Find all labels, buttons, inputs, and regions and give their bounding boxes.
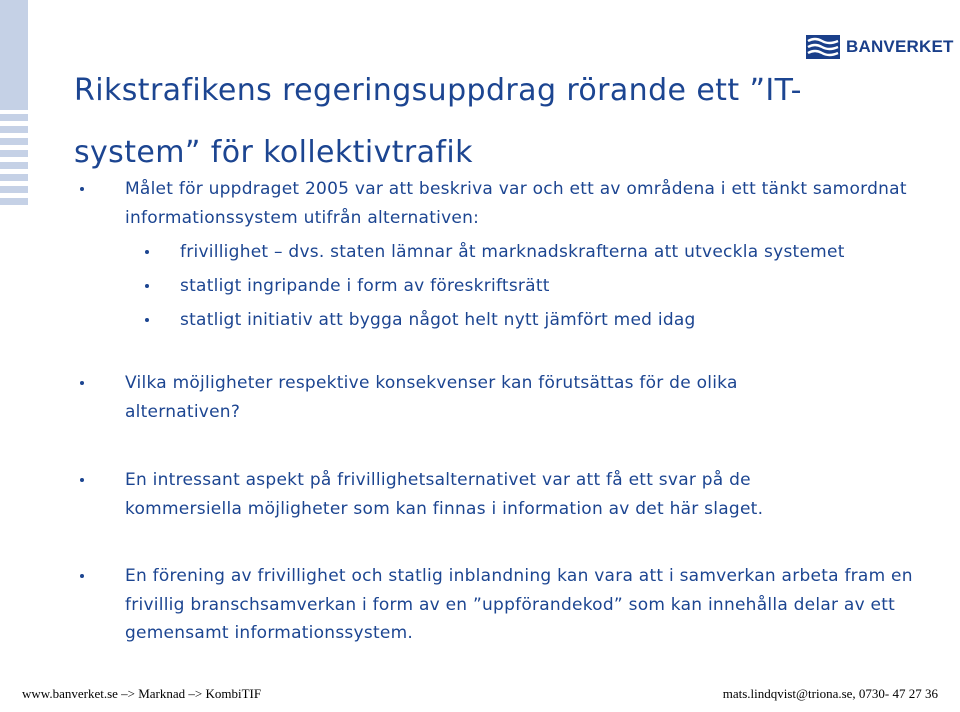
bullet-3	[125, 466, 845, 523]
bar-stripe	[0, 138, 28, 145]
bar-stripe	[0, 198, 28, 205]
decorative-left-bar	[0, 0, 28, 210]
bullet-dot	[145, 250, 149, 254]
bullet-dot	[80, 187, 84, 191]
sub-bullet-3-text: statligt initiativ att bygga något helt nytt jämfört med idag	[180, 310, 696, 330]
sub-bullet-1-text: frivillighet – dvs. staten lämnar åt marknadskrafterna att utveckla systemet	[180, 242, 845, 262]
bullet-4	[125, 562, 925, 648]
footer-left: www.banverket.se –> Marknad –> KombiTIF	[22, 686, 262, 701]
bullet-dot	[80, 381, 84, 385]
bullet-dot	[80, 478, 84, 482]
bullet-dot	[80, 574, 84, 578]
sub-bullet-1	[180, 238, 940, 267]
bullet-intro-text: Målet för uppdraget 2005 var att beskriva var och ett av områdena i ett tänkt samordnat informationssystem utifrån alternativen:	[125, 179, 907, 228]
bullet-3-text: En intressant aspekt på frivillighetsalternativet var att få ett svar på de kommersiella möjligheter som kan finnas i information av det här slaget.	[125, 470, 764, 519]
bullet-intro	[125, 175, 915, 232]
bar-top-block	[0, 0, 28, 110]
bar-stripe	[0, 126, 28, 133]
logo-text: BANVERKET	[846, 37, 954, 56]
bar-stripe	[0, 186, 28, 193]
banverket-wave-icon	[806, 35, 840, 59]
sub-bullet-2	[180, 272, 940, 301]
bar-stripe	[0, 150, 28, 157]
bullet-dot	[145, 318, 149, 322]
bar-stripe	[0, 114, 28, 121]
bullet-4-text: En förening av frivillighet och statlig inblandning kan vara att i samverkan arbeta fram en frivillig branschsamverkan i form av en ”uppförandekod” som kan innehålla delar av ett gemensamt informationssystem.	[125, 566, 913, 643]
bar-stripe	[0, 174, 28, 181]
sub-bullet-2-text: statligt ingripande i form av föreskriftsrätt	[180, 276, 550, 296]
footer-right: mats.lindqvist@triona.se, 0730- 47 27 36	[722, 686, 938, 701]
bullet-dot	[145, 284, 149, 288]
bullet-2	[125, 369, 845, 426]
bullet-2-text: Vilka möjligheter respektive konsekvenser kan förutsättas för de olika alternativen?	[125, 373, 738, 422]
slide-title: Rikstrafikens regeringsuppdrag rörande ett ”IT-system” för kollektivtrafik	[74, 73, 802, 170]
banverket-logo	[806, 34, 954, 60]
bar-stripe	[0, 162, 28, 169]
sub-bullet-3	[180, 306, 940, 335]
